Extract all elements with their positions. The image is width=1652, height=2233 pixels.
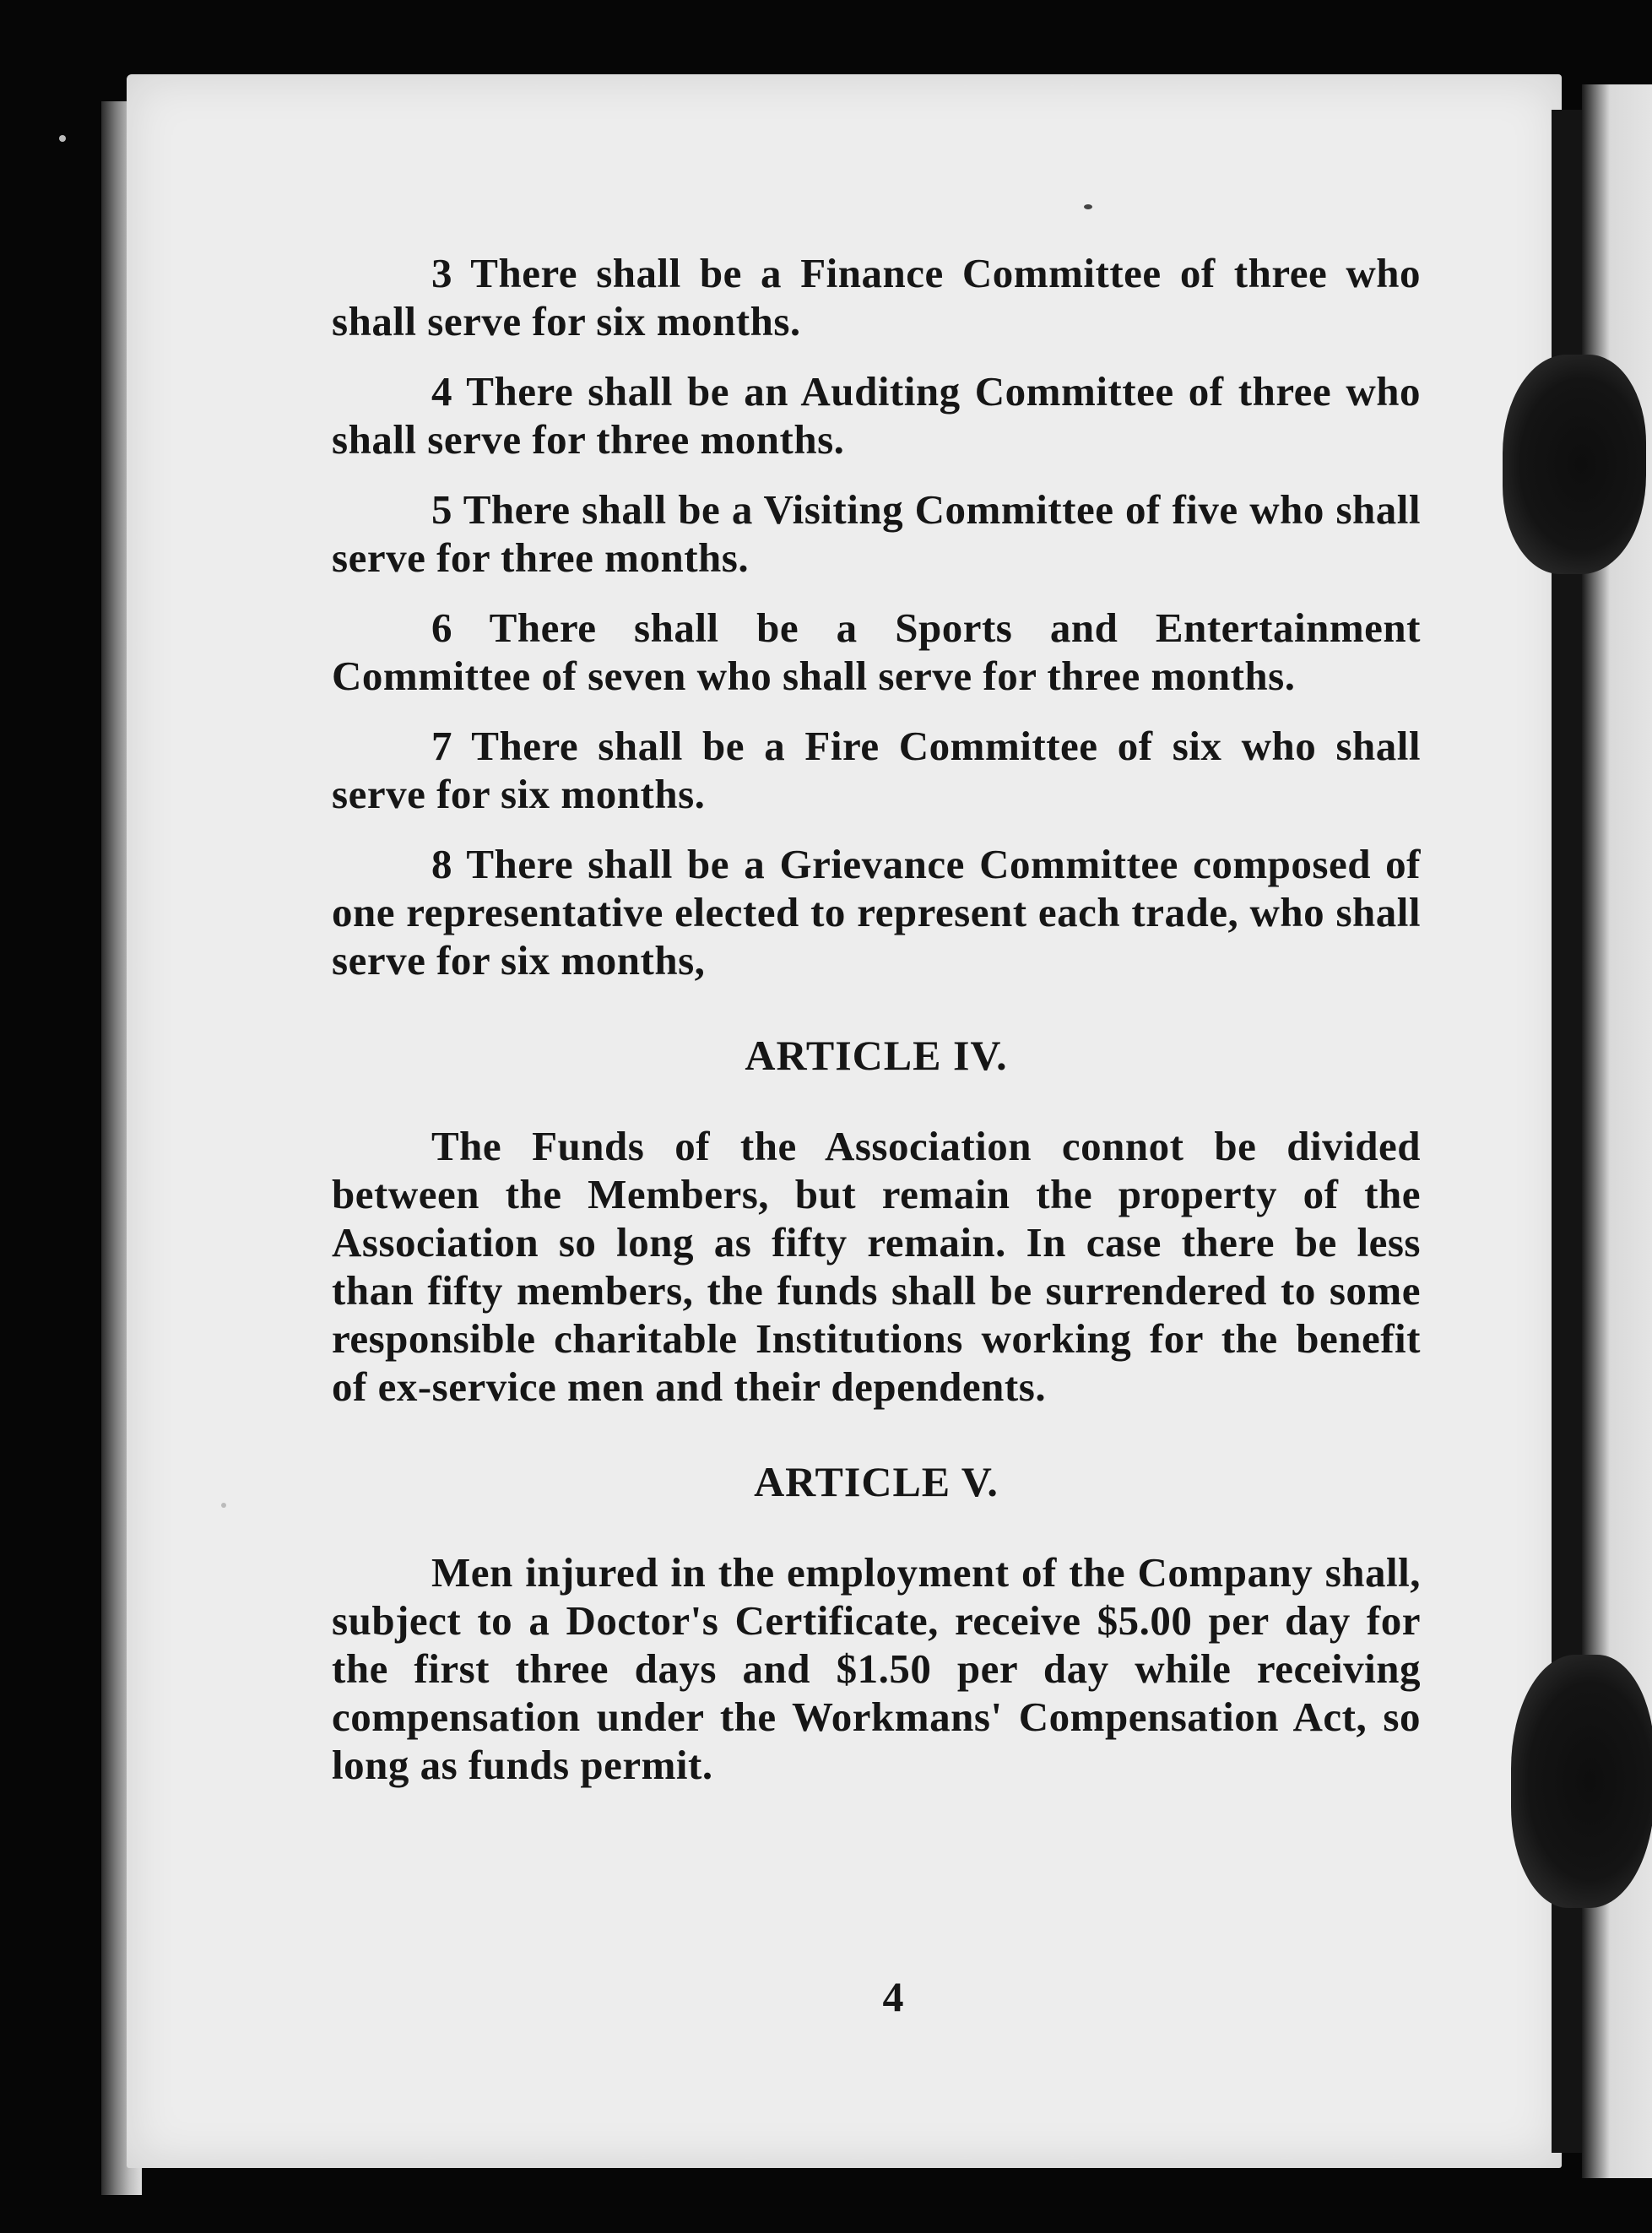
binding-fastener-top	[1503, 355, 1646, 574]
paragraph-7-fire-committee: 7 There shall be a Fire Committee of six who shall serve for six months.	[332, 723, 1421, 817]
document-text	[332, 249, 1421, 1811]
paragraph-5-visiting-committee: 5 There shall be a Visiting Committee of five who shall serve for three months.	[332, 486, 1421, 581]
binding-fastener-bottom	[1511, 1655, 1652, 1908]
paragraph-8-grievance-committee: 8 There shall be a Grievance Committee composed of one representative elected to represent each trade, who shall serve for six months,	[332, 841, 1421, 984]
dust-speck	[221, 1503, 226, 1508]
dust-speck	[1084, 204, 1092, 209]
dust-speck	[59, 135, 66, 142]
page-number: 4	[882, 1973, 904, 2020]
article-v-text: Men injured in the employment of the Company shall, subject to a Doctor's Certificate, receive $5.00 per day for the first three days and $1.50 per day while receiving compensation under the Workmans' Compensation Act, so long as funds permit.	[332, 1549, 1421, 1788]
article-iv-heading: ARTICLE IV.	[745, 1032, 1008, 1079]
paragraph-6-sports-committee: 6 There shall be a Sports and Entertainment Committee of seven who shall serve for three months.	[332, 604, 1421, 699]
paragraph-4-auditing-committee: 4 There shall be an Auditing Committee of three who shall serve for three months.	[332, 368, 1421, 463]
article-v-heading: ARTICLE V.	[754, 1458, 999, 1505]
article-iv-text: The Funds of the Association connot be divided between the Members, but remain the property of the Association so long as fifty remain. In case there be less than fifty members, the funds shall be surrendered to some responsible charitable Institutions working for the benefit of ex-service men and their dependents.	[332, 1123, 1421, 1410]
paragraph-3-finance-committee: 3 There shall be a Finance Committee of three who shall serve for six months.	[332, 250, 1421, 344]
